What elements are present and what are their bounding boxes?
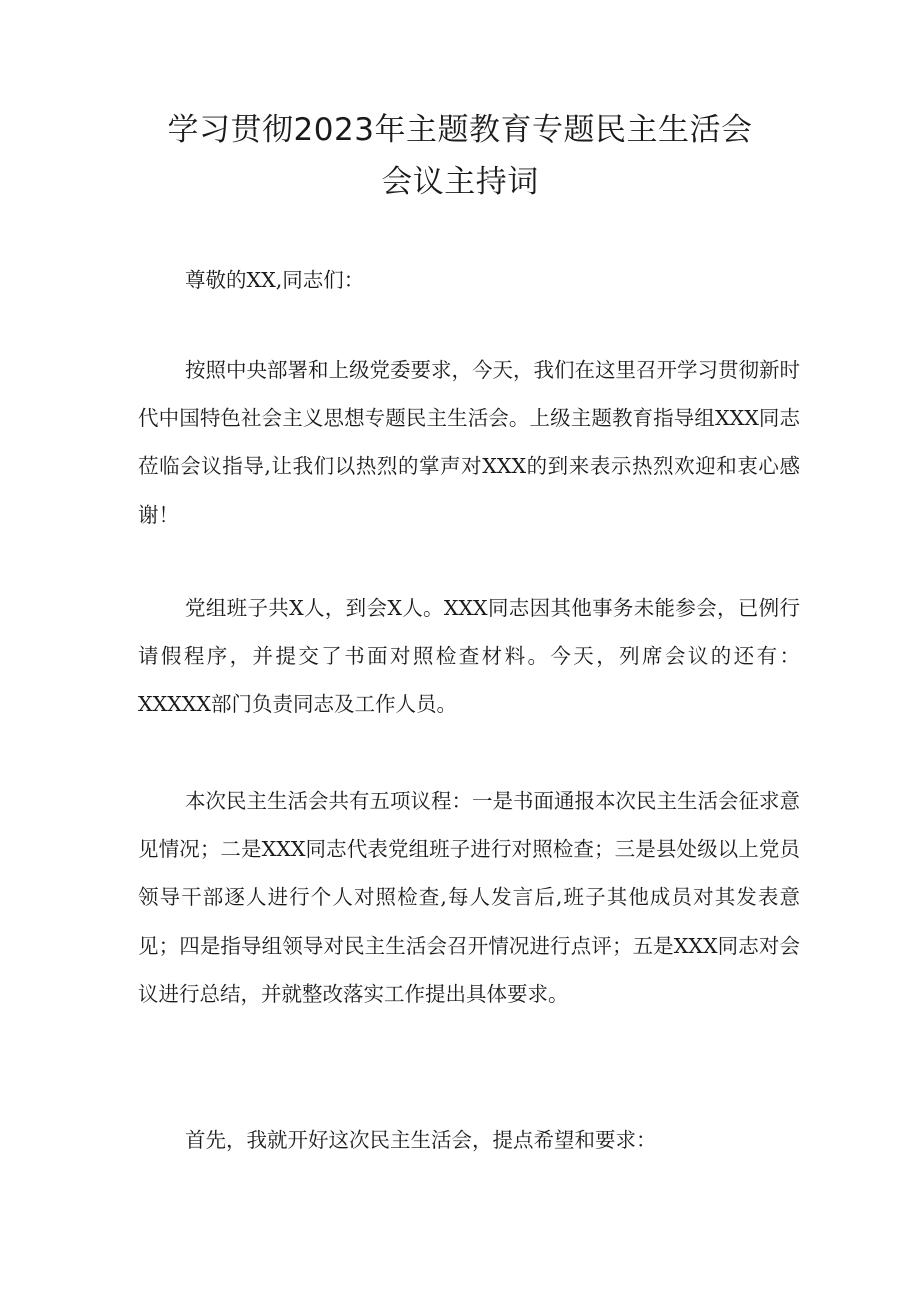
greeting: 尊敬的XX,同志们： [185,268,365,292]
document-title-line-2: 会议主持词 [381,164,539,200]
paragraph-opening: 按照中央部署和上级党委要求，今天，我们在这里召开学习贯彻新时代中国特色社会主义思想专题民主生活会。上级主题教育指导组XXX同志莅临会议指导,让我们以热烈的掌声对XXX的到来表示热烈欢迎和衷心感谢！ [138,358,800,527]
document-title-line-1: 学习贯彻2023年主题教育专题民主生活会 [167,112,753,148]
paragraph-requirements: 首先，我就开好这次民主生活会，提点希望和要求： [185,1128,657,1152]
paragraph-attendance: 党组班子共X人，到会X人。XXX同志因其他事务未能参会，已例行请假程序，并提交了书面对照检查材料。今天，列席会议的还有：XXXXX部门负责同志及工作人员。 [138,596,800,717]
paragraph-agenda: 本次民主生活会共有五项议程：一是书面通报本次民主生活会征求意见情况；二是XXX同志代表党组班子进行对照检查；三是县处级以上党员领导干部逐人进行个人对照检查,每人发言后,班子其他成员对其发表意见；四是指导组领导对民主生活会召开情况进行点评；五是XXX同志对会议进行总结，并就整改落实工作提出具体要求。 [138,789,800,1006]
